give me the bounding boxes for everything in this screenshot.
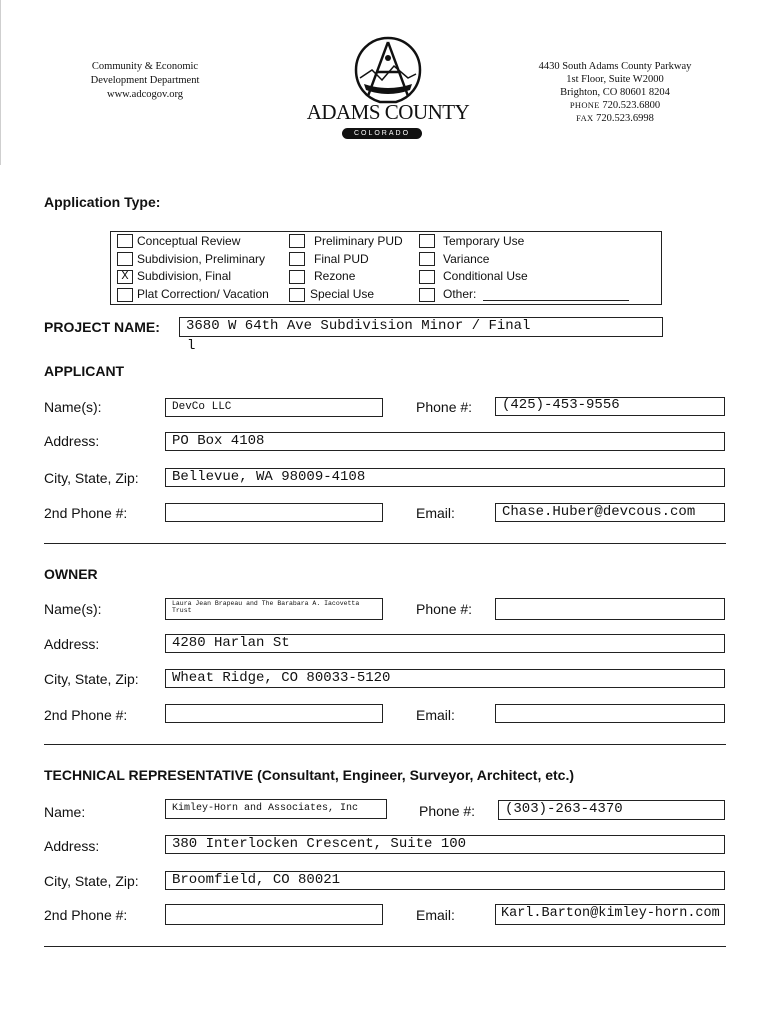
- technical-heading: TECHNICAL REPRESENTATIVE (Consultant, Engineer, Surveyor, Architect, etc.): [44, 767, 575, 783]
- fax-number: 720.523.6998: [596, 113, 654, 124]
- dept-line-1: Community & Economic: [91, 61, 199, 72]
- technical-name-label: Name:: [44, 804, 86, 820]
- applicant-city-input[interactable]: Bellevue, WA 98009-4108: [165, 468, 725, 487]
- technical-address-input[interactable]: 380 Interlocken Crescent, Suite 100: [165, 835, 725, 854]
- plat-correction-checkbox[interactable]: [117, 288, 133, 302]
- technical-phone2-input[interactable]: [165, 904, 383, 925]
- plat-correction-label: Plat Correction/ Vacation: [137, 287, 269, 301]
- section-divider: [44, 543, 726, 544]
- applicant-email-label: Email:: [416, 505, 455, 521]
- special-use-checkbox[interactable]: [289, 288, 305, 302]
- phone-label: PHONE: [569, 100, 600, 110]
- technical-city-label: City, State, Zip:: [44, 873, 139, 889]
- temporary-use-label: Temporary Use: [443, 234, 525, 248]
- applicant-phone2-input[interactable]: [165, 503, 383, 522]
- conditional-use-label: Conditional Use: [443, 269, 528, 283]
- address-line-1: 4430 South Adams County Parkway: [538, 61, 692, 72]
- preliminary-pud-checkbox[interactable]: [289, 234, 305, 248]
- final-pud-label: Final PUD: [314, 252, 369, 266]
- project-name-label: PROJECT NAME:: [44, 319, 160, 335]
- owner-email-input[interactable]: [495, 704, 725, 723]
- owner-city-input[interactable]: Wheat Ridge, CO 80033-5120: [165, 669, 725, 688]
- county-address: [510, 60, 720, 125]
- applicant-name-input[interactable]: DevCo LLC: [165, 398, 383, 417]
- applicant-city-label: City, State, Zip:: [44, 470, 139, 486]
- final-pud-checkbox[interactable]: [289, 252, 305, 266]
- owner-phone2-label: 2nd Phone #:: [44, 707, 128, 723]
- owner-address-label: Address:: [44, 636, 100, 652]
- other-checkbox[interactable]: [419, 288, 435, 302]
- other-input-line[interactable]: [483, 300, 629, 301]
- applicant-phone-label: Phone #:: [416, 399, 473, 415]
- special-use-label: Special Use: [310, 287, 375, 301]
- technical-email-input[interactable]: Karl.Barton@kimley-horn.com: [495, 904, 725, 925]
- subdivision-final-label: Subdivision, Final: [137, 269, 232, 283]
- technical-email-label: Email:: [416, 907, 455, 923]
- subdivision-preliminary-label: Subdivision, Preliminary: [137, 252, 266, 266]
- conceptual-review-checkbox[interactable]: [117, 234, 133, 248]
- applicant-name-label: Name(s):: [44, 399, 102, 415]
- conceptual-review-label: Conceptual Review: [137, 234, 241, 248]
- applicant-email-input[interactable]: Chase.Huber@devcous.com: [495, 503, 725, 522]
- owner-phone2-input[interactable]: [165, 704, 383, 723]
- project-name-overflow: l: [187, 338, 196, 354]
- owner-phone-input[interactable]: [495, 598, 725, 620]
- variance-label: Variance: [443, 252, 490, 266]
- applicant-address-label: Address:: [44, 433, 100, 449]
- technical-phone-label: Phone #:: [419, 803, 476, 819]
- website-link[interactable]: www.adcogov.org: [106, 89, 183, 100]
- owner-name-input[interactable]: Laura Jean Brapeau and The Barabara A. Iacovetta Trust: [165, 598, 383, 620]
- applicant-phone-input[interactable]: (425)-453-9556: [495, 397, 725, 416]
- variance-checkbox[interactable]: [419, 252, 435, 266]
- fax-label: FAX: [576, 113, 594, 123]
- conditional-use-checkbox[interactable]: [419, 270, 435, 284]
- owner-email-label: Email:: [416, 707, 455, 723]
- application-type-box: [110, 231, 662, 305]
- applicant-phone2-label: 2nd Phone #:: [44, 505, 128, 521]
- technical-phone-input[interactable]: (303)-263-4370: [498, 800, 725, 820]
- county-state-badge: COLORADO: [342, 128, 422, 139]
- technical-name-input[interactable]: Kimley-Horn and Associates, Inc: [165, 799, 387, 819]
- phone-line: [510, 99, 720, 112]
- applicant-address-input[interactable]: PO Box 4108: [165, 432, 725, 451]
- page-edge-rule: [0, 0, 1, 165]
- owner-city-label: City, State, Zip:: [44, 671, 139, 687]
- subdivision-final-checkbox[interactable]: X: [117, 270, 133, 284]
- section-divider: [44, 744, 726, 745]
- technical-address-label: Address:: [44, 838, 100, 854]
- preliminary-pud-label: Preliminary PUD: [314, 234, 403, 248]
- temporary-use-checkbox[interactable]: [419, 234, 435, 248]
- applicant-heading: APPLICANT: [44, 363, 125, 379]
- phone-number: 720.523.6800: [602, 100, 661, 111]
- technical-phone2-label: 2nd Phone #:: [44, 907, 128, 923]
- fax-line: [510, 112, 720, 125]
- technical-city-input[interactable]: Broomfield, CO 80021: [165, 871, 725, 890]
- rezone-label: Rezone: [314, 269, 356, 283]
- other-label: Other:: [443, 287, 477, 301]
- owner-name-label: Name(s):: [44, 601, 102, 617]
- section-divider: [44, 946, 726, 947]
- application-type-heading: Application Type:: [44, 194, 161, 210]
- address-line-2: 1st Floor, Suite W2000: [566, 74, 664, 85]
- county-name: ADAMS COUNTY: [306, 100, 470, 124]
- owner-address-input[interactable]: 4280 Harlan St: [165, 634, 725, 653]
- owner-phone-label: Phone #:: [416, 601, 473, 617]
- dept-line-2: Development Department: [90, 75, 200, 86]
- rezone-checkbox[interactable]: [289, 270, 305, 284]
- subdivision-preliminary-checkbox[interactable]: [117, 252, 133, 266]
- owner-heading: OWNER: [44, 566, 98, 582]
- project-name-input[interactable]: 3680 W 64th Ave Subdivision Minor / Final: [179, 317, 663, 337]
- address-line-3: Brighton, CO 80601 8204: [560, 87, 670, 98]
- department-info: [60, 60, 230, 102]
